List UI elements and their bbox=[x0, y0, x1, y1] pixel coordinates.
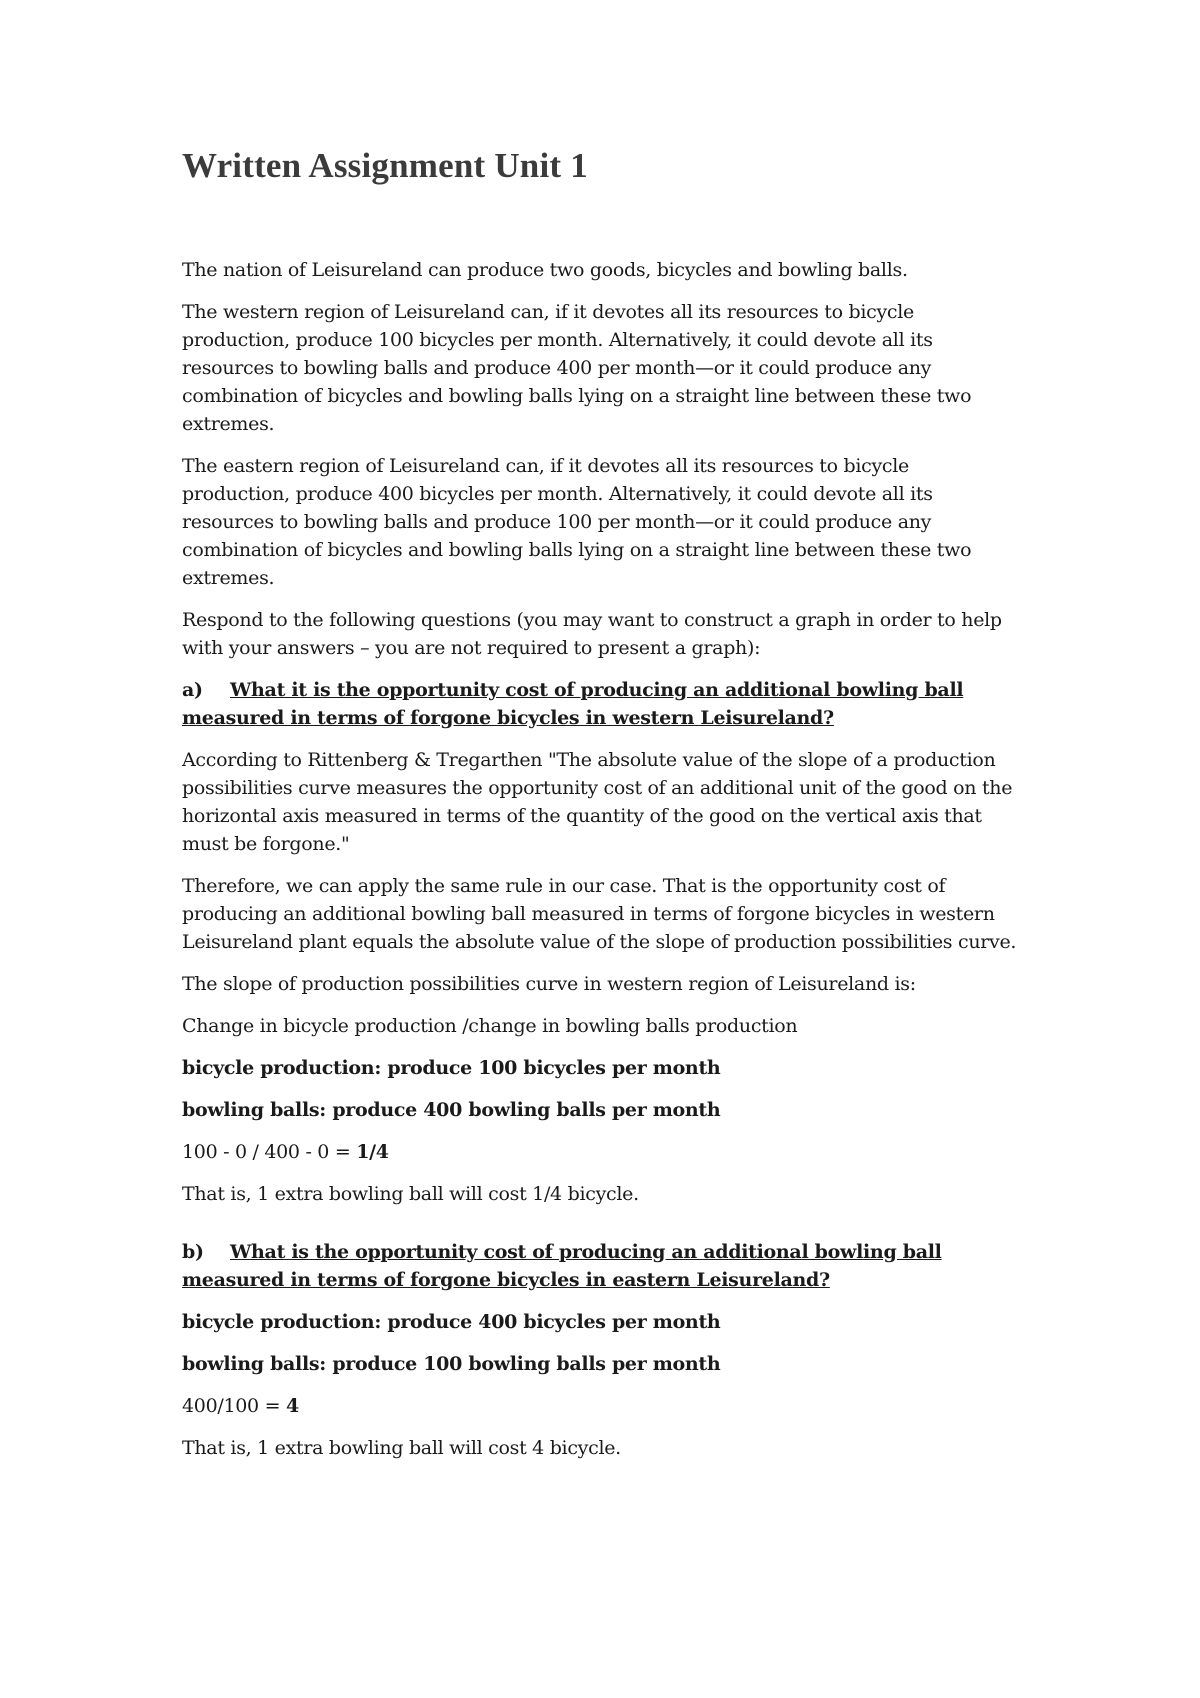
question-b-text: What is the opportunity cost of producing an additional bowling ball measured in terms of forgone bicycles in eastern Leisureland? bbox=[182, 1241, 942, 1291]
intro-paragraph: The nation of Leisureland can produce two goods, bicycles and bowling balls. bbox=[182, 259, 908, 281]
slope-intro: The slope of production possibilities curve in western region of Leisureland is: bbox=[182, 973, 916, 995]
western-conclusion: That is, 1 extra bowling ball will cost 1/4 bicycle. bbox=[182, 1183, 639, 1205]
question-a-text: What it is the opportunity cost of producing an additional bowling ball measured in terms of forgone bicycles in western Leisureland? bbox=[182, 679, 964, 729]
eastern-calculation bbox=[182, 1392, 1022, 1420]
eastern-region-paragraph: The eastern region of Leisureland can, if it devotes all its resources to bicycle production, produce 400 bicycles per month. Alternatively, it could devote all its resources to bowling balls and produce 100 per month—or it could produce any combination of bicycles and bowling balls lying on a straight line between these two extremes. bbox=[182, 455, 972, 589]
question-b-letter: b) bbox=[182, 1241, 204, 1263]
western-calc-result: 1/4 bbox=[356, 1141, 389, 1163]
eastern-calc-result: 4 bbox=[285, 1395, 299, 1417]
respond-instructions: Respond to the following questions (you may want to construct a graph in order to help with your answers – you are not required to present a graph): bbox=[182, 609, 1002, 659]
western-calculation bbox=[182, 1138, 1022, 1166]
question-b-heading bbox=[182, 1238, 1022, 1294]
eastern-conclusion: That is, 1 extra bowling ball will cost 4 bicycle. bbox=[182, 1437, 621, 1459]
eastern-bowling-line: bowling balls: produce 100 bowling balls per month bbox=[182, 1353, 721, 1375]
eastern-bicycle-line: bicycle production: produce 400 bicycles per month bbox=[182, 1311, 721, 1333]
western-bowling-line: bowling balls: produce 400 bowling balls per month bbox=[182, 1099, 721, 1121]
formula-description: Change in bicycle production /change in bowling balls production bbox=[182, 1015, 798, 1037]
document-body bbox=[182, 256, 1022, 1476]
western-bicycle-line: bicycle production: produce 100 bicycles per month bbox=[182, 1057, 721, 1079]
rittenberg-quote: According to Rittenberg & Tregarthen "The absolute value of the slope of a production possibilities curve measures the opportunity cost of an additional unit of the good on the horizontal axis measured in terms of the quantity of the good on the vertical axis that must be forgone." bbox=[182, 749, 1013, 855]
document-title: Written Assignment Unit 1 bbox=[182, 146, 588, 185]
question-a-letter: a) bbox=[182, 679, 203, 701]
western-region-paragraph: The western region of Leisureland can, if it devotes all its resources to bicycle production, produce 100 bicycles per month. Alternatively, it could devote all its resources to bowling balls and produce 400 per month—or it could produce any combination of bicycles and bowling balls lying on a straight line between these two extremes. bbox=[182, 301, 972, 435]
therefore-paragraph: Therefore, we can apply the same rule in our case. That is the opportunity cost of producing an additional bowling ball measured in terms of forgone bicycles in western Leisureland plant equals the absolute value of the slope of production possibilities curve. bbox=[182, 875, 1017, 953]
eastern-calc-expression: 400/100 = bbox=[182, 1395, 286, 1417]
western-calc-expression: 100 - 0 / 400 - 0 = bbox=[182, 1141, 357, 1163]
question-a-heading bbox=[182, 676, 1022, 732]
